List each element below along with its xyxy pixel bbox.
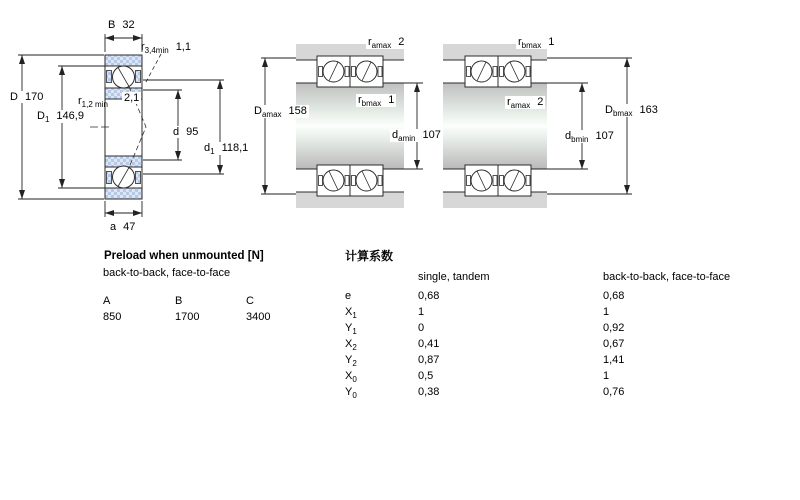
preload-value-A: 850 <box>103 311 122 323</box>
preload-title: Preload when unmounted [N] <box>104 250 264 262</box>
factors-col2-header: back-to-back, face-to-face <box>603 271 731 283</box>
dim-label-d: d 95 <box>173 126 199 138</box>
factor-row-value1: 0,41 <box>418 338 440 350</box>
dim-label-D1: $D_1$ 146,9 <box>37 110 84 124</box>
factor-row-label: $Y_2$ <box>345 354 357 368</box>
factor-row-value1: 0,68 <box>418 290 440 302</box>
dim-label-ramax-a: $r_{amax}$ 2 <box>368 36 405 50</box>
factor-row-label: $X_2$ <box>345 338 357 352</box>
factor-row-value2: 1 <box>603 370 610 382</box>
dim-label-D: D 170 <box>10 91 44 103</box>
preload-value-C: 3400 <box>246 311 271 323</box>
factor-row-label: $X_0$ <box>345 370 357 384</box>
arrangement-b-diagram <box>443 44 547 208</box>
preload-col-A: A <box>103 295 111 307</box>
inner-ring-bottom <box>105 156 142 167</box>
dim-label-rbmax-b: $r_{bmax}$ 1 <box>518 36 555 50</box>
dim-label-Damax: $D_{amax}$ 158 <box>254 105 307 119</box>
dim-label-rbmax-a: $r_{bmax}$ 1 <box>358 94 395 108</box>
preload-subtitle: back-to-back, face-to-face <box>103 267 231 279</box>
factor-row-value1: 1 <box>418 306 425 318</box>
dim-label-Dbmax: $D_{bmax}$ 163 <box>605 104 658 118</box>
factor-row-label: $Y_1$ <box>345 322 357 336</box>
factor-row-value2: 1,41 <box>603 354 625 366</box>
dim-value-r12min: 2,1 <box>124 92 140 104</box>
dim-label-a: a 47 <box>110 221 136 233</box>
factor-row-label: $X_1$ <box>345 306 357 320</box>
factors-col1-header: single, tandem <box>418 271 490 283</box>
arrangement-a-diagram <box>296 44 404 208</box>
factor-row-value1: 0 <box>418 322 425 334</box>
factor-row-value2: 0,92 <box>603 322 625 334</box>
dim-label-r12min: $r_{1,2 min}$ <box>78 95 108 109</box>
factor-row-value1: 0,5 <box>418 370 434 382</box>
bearing-cross-section <box>90 54 161 199</box>
dim-label-B: B 32 <box>108 19 135 31</box>
factor-row-value2: 0,76 <box>603 386 625 398</box>
outer-ring-bottom <box>105 188 142 199</box>
factor-row-value2: 0,68 <box>603 290 625 302</box>
dim-label-ramax-b: $r_{amax}$ 2 <box>507 96 544 110</box>
outer-ring-top <box>105 55 142 66</box>
dim-label-d1: $d_1$ 118,1 <box>204 142 249 156</box>
factors-title: 计算系数 <box>345 249 394 263</box>
preload-value-B: 1700 <box>175 311 200 323</box>
factor-row-value1: 0,87 <box>418 354 440 366</box>
dim-label-dbmin: $d_{bmin}$ 107 <box>565 130 614 144</box>
factor-row-value2: 1 <box>603 306 610 318</box>
factor-row-label: $Y_0$ <box>345 386 357 400</box>
factor-row-label: e <box>345 290 352 302</box>
dim-label-r34min: $r_{3,4min}$ 1,1 <box>141 41 191 55</box>
factor-row-value2: 0,67 <box>603 338 625 350</box>
preload-col-B: B <box>175 295 183 307</box>
preload-col-C: C <box>246 295 254 307</box>
dim-label-damin: $d_{amin}$ 107 <box>392 129 441 143</box>
factor-row-value1: 0,38 <box>418 386 440 398</box>
